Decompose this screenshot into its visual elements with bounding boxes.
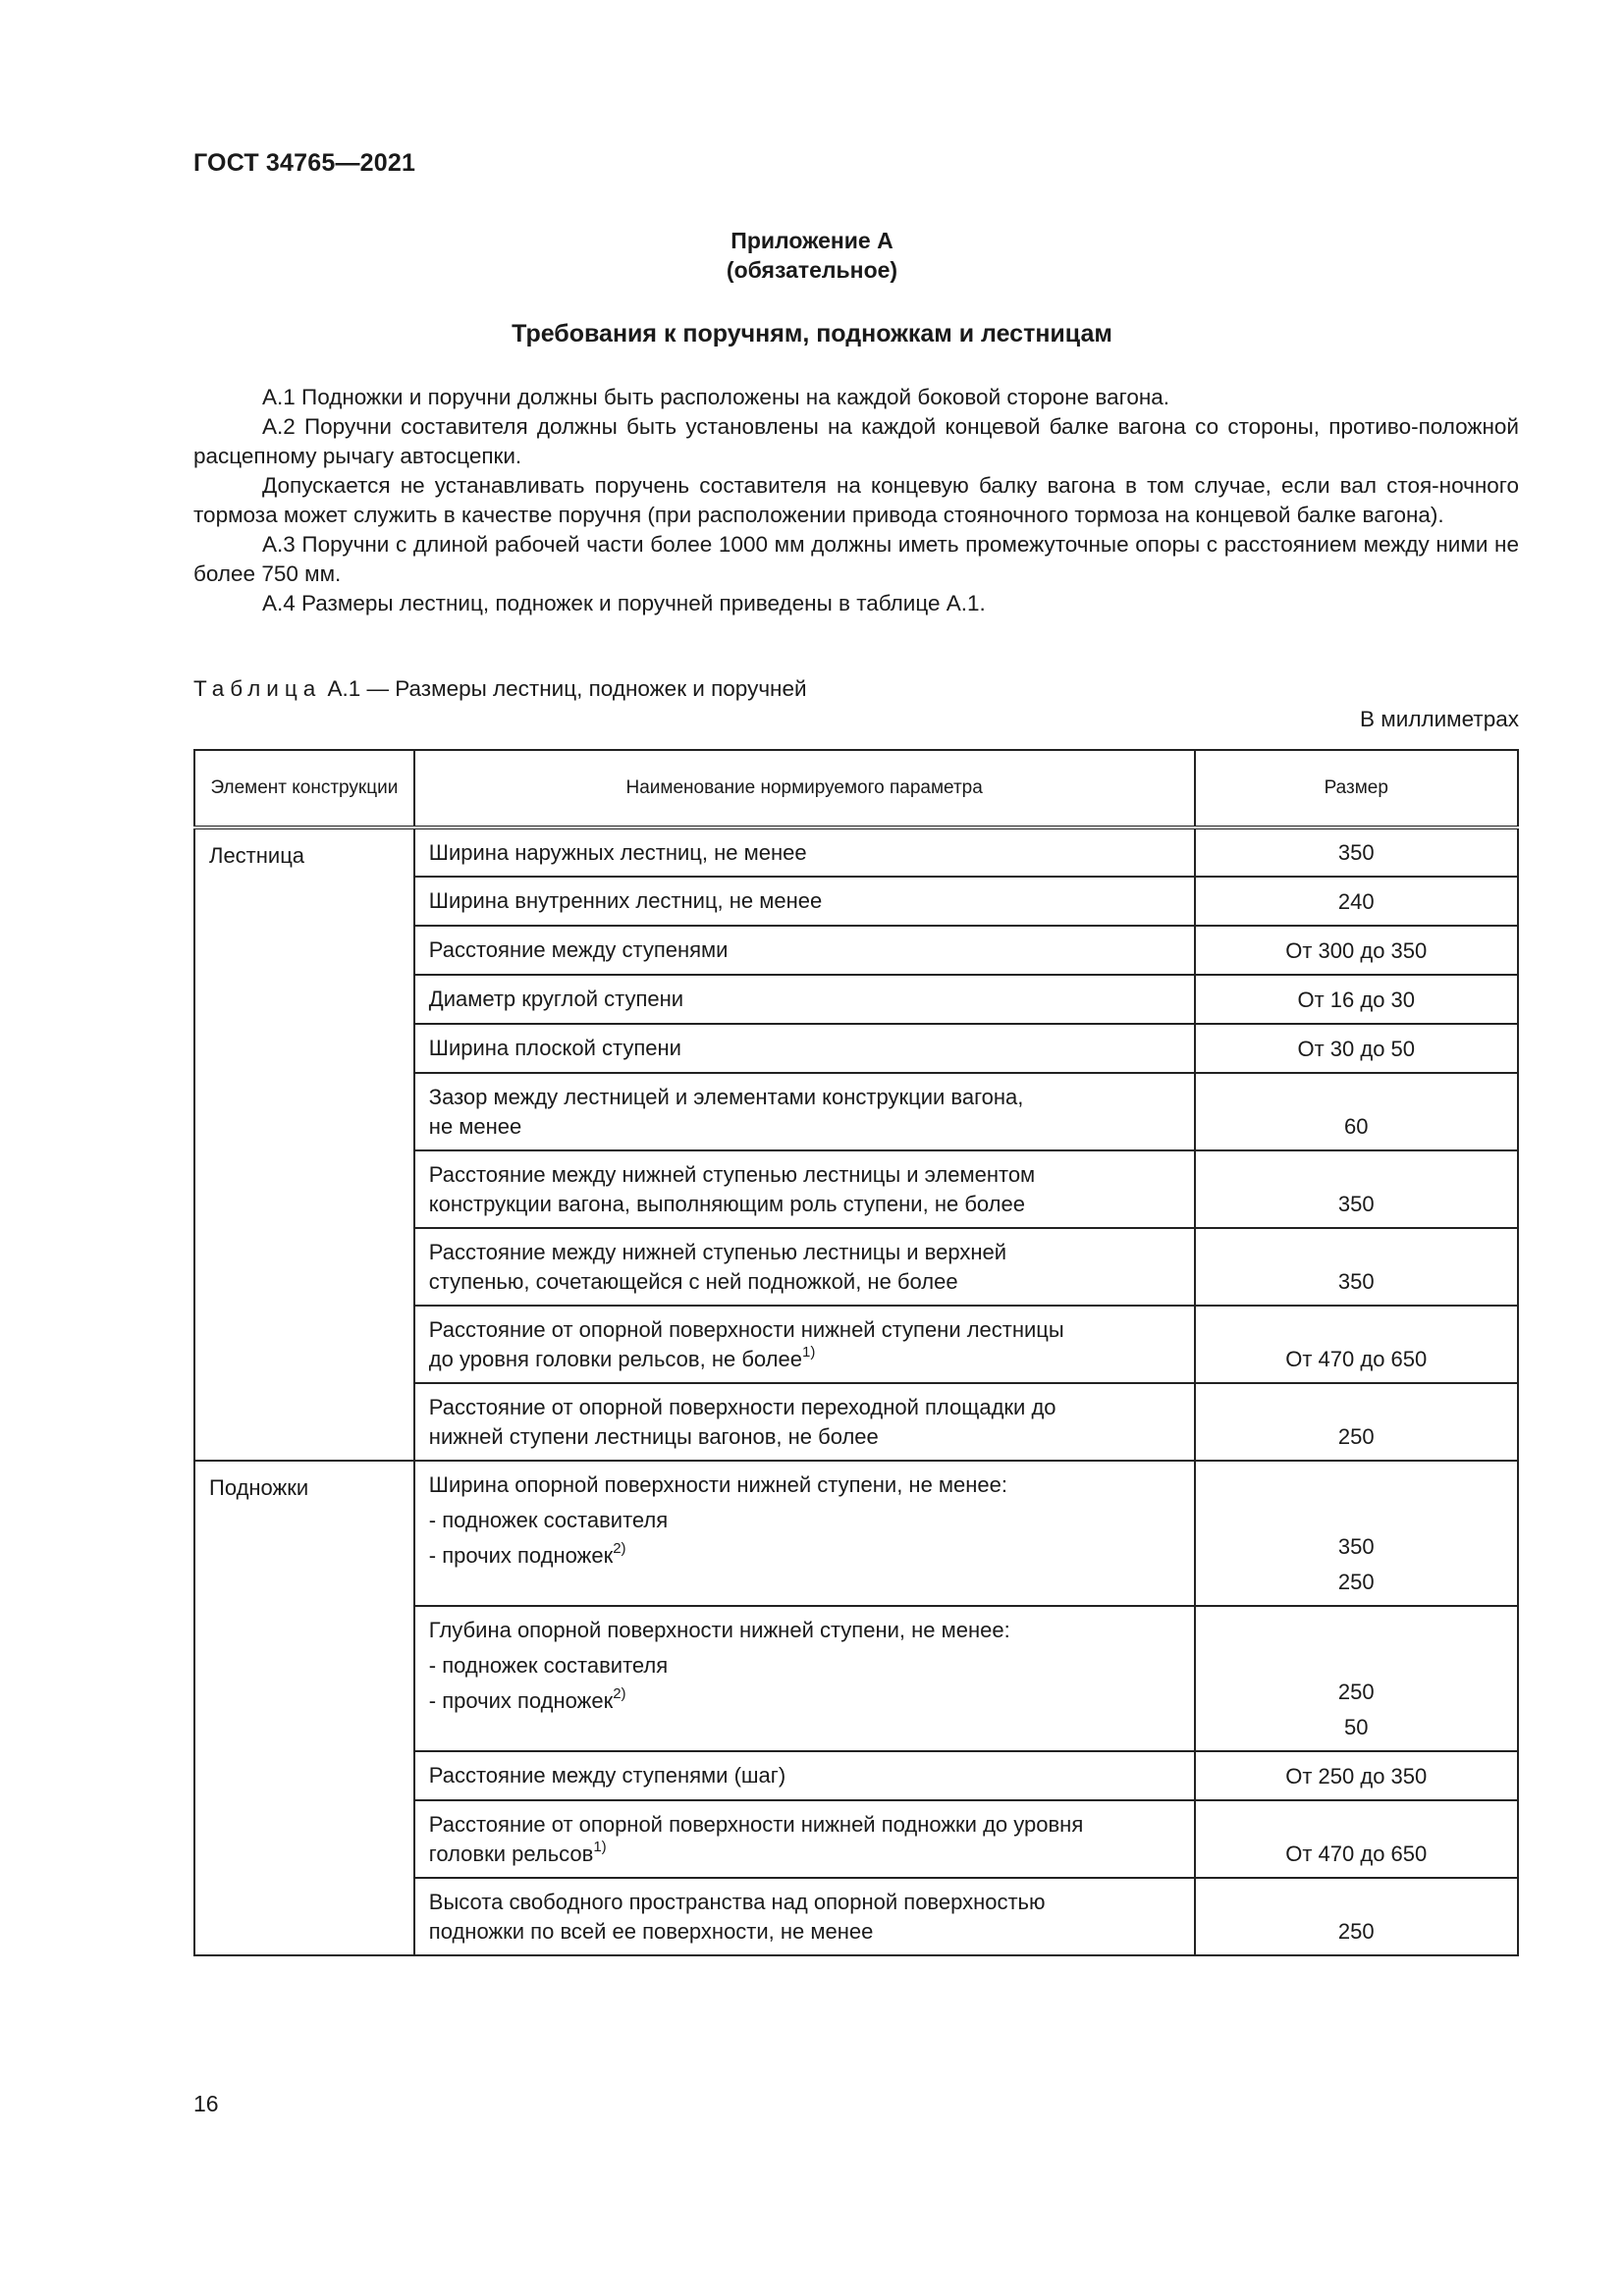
parameter-name-line2: не менее <box>428 1114 522 1139</box>
parameter-name-line2: головки рельсов <box>428 1842 594 1866</box>
paragraph-a2: А.2 Поручни составителя должны быть установлены на каждой концевой балке вагона со стороны, противо-положной расцепному рычагу автосцепки. <box>193 414 1519 468</box>
size-cell <box>1195 926 1518 975</box>
standard-header: ГОСТ 34765—2021 <box>193 149 416 177</box>
parameter-cell <box>414 926 1195 975</box>
size-cell <box>1195 975 1518 1024</box>
parameter-name: Ширина наружных лестниц, не менее <box>428 840 807 865</box>
size-cell <box>1195 1150 1518 1228</box>
parameter-name-cont <box>429 1917 1180 1947</box>
parameter-cell <box>414 1024 1195 1073</box>
parameter-cell <box>414 1751 1195 1800</box>
parameter-cell <box>414 975 1195 1024</box>
appendix-status: (обязательное) <box>726 257 898 283</box>
paragraph-allowance: Допускается не устанавливать поручень составителя на концевую балку вагона в том случае, если вал стоя-ночного тормоза может служить в качестве поручня (при расположении привода стояночного тормоза на концевой балке вагона). <box>193 473 1519 527</box>
size-value: От 300 до 350 <box>1285 938 1428 963</box>
size-cell <box>1195 1800 1518 1878</box>
element-group-name: Лестница <box>209 843 305 868</box>
paragraph-a4: А.4 Размеры лестниц, подножек и поручней приведены в таблице А.1. <box>262 591 986 615</box>
parameter-name: Расстояние между нижней ступенью лестницы и верхней <box>428 1240 1007 1264</box>
size-value: 240 <box>1337 889 1375 914</box>
size-value: 250 <box>1337 1424 1375 1449</box>
table-caption-text: А.1 — Размеры лестниц, подножек и поручней <box>327 676 807 701</box>
paragraph-a3: А.3 Поручни с длиной рабочей части более 1000 мм должны иметь промежуточные опоры с расстоянием между ними не более 750 мм. <box>193 532 1519 586</box>
size-value: 250 <box>1337 1919 1375 1944</box>
sub-item-value: 350 <box>1337 1534 1375 1559</box>
parameter-cell <box>414 1228 1195 1306</box>
parameter-name-cont <box>429 1422 1180 1452</box>
parameter-name-cont <box>429 1190 1180 1219</box>
parameter-name-cont <box>429 1840 1180 1869</box>
parameter-name: Расстояние от опорной поверхности переходной площадки до <box>428 1395 1056 1419</box>
sub-item <box>429 1541 1180 1571</box>
sub-item-label: - подножек составителя <box>428 1508 669 1532</box>
paragraph-a1: А.1 Подножки и поручни должны быть расположены на каждой боковой стороне вагона. <box>262 385 1170 409</box>
parameter-cell <box>414 877 1195 926</box>
table-units: В миллиметрах <box>1360 707 1519 731</box>
element-group-cell <box>194 828 414 1461</box>
size-value: От 30 до 50 <box>1297 1037 1416 1061</box>
parameter-cell <box>414 1383 1195 1461</box>
size-cell <box>1195 1606 1518 1751</box>
parameter-name: Ширина опорной поверхности нижней ступени, не менее: <box>428 1472 1008 1497</box>
size-cell <box>1195 828 1518 877</box>
parameter-name: Зазор между лестницей и элементами конструкции вагона, <box>428 1085 1024 1109</box>
sub-item-label: - подножек составителя <box>428 1653 669 1678</box>
header-parameter: Наименование нормируемого параметра <box>414 750 1195 828</box>
size-cell <box>1195 1461 1518 1606</box>
table-row <box>194 1461 1518 1606</box>
footnote-ref: 2) <box>613 1539 626 1557</box>
appendix-label: Приложение А <box>731 228 893 253</box>
table-caption-word: Таблица <box>193 676 322 701</box>
size-cell <box>1195 1878 1518 1955</box>
parameter-name: Высота свободного пространства над опорной поверхностью <box>428 1890 1046 1914</box>
parameter-cell <box>414 1073 1195 1150</box>
parameter-cell <box>414 1800 1195 1878</box>
parameter-name: Диаметр круглой ступени <box>428 987 684 1011</box>
element-group-name: Подножки <box>209 1475 309 1500</box>
size-cell <box>1195 877 1518 926</box>
sub-item-label: - прочих подножек <box>428 1688 614 1713</box>
sub-item <box>429 1506 1180 1535</box>
parameter-name-cont <box>429 1267 1180 1297</box>
size-cell <box>1195 1751 1518 1800</box>
parameter-name: Расстояние между ступенями <box>428 937 729 962</box>
dimensions-table <box>193 749 1519 1956</box>
parameter-cell <box>414 1606 1195 1751</box>
size-cell <box>1195 1306 1518 1383</box>
header-element: Элемент конструкции <box>194 750 414 828</box>
parameter-name-line2: нижней ступени лестницы вагонов, не более <box>428 1424 879 1449</box>
parameter-name-line2: подножки по всей ее поверхности, не менее <box>428 1919 874 1944</box>
parameter-name-cont <box>429 1345 1180 1374</box>
parameter-name: Глубина опорной поверхности нижней ступени, не менее: <box>428 1618 1010 1642</box>
table-body <box>194 828 1518 1955</box>
parameter-name-cont <box>429 1112 1180 1142</box>
footnote-ref: 2) <box>613 1684 626 1702</box>
parameter-cell <box>414 828 1195 877</box>
parameter-name-line2: конструкции вагона, выполняющим роль ступени, не более <box>428 1192 1025 1216</box>
parameter-cell <box>414 1150 1195 1228</box>
size-value: От 250 до 350 <box>1285 1764 1428 1789</box>
parameter-name: Расстояние между нижней ступенью лестницы и элементом <box>428 1162 1036 1187</box>
size-value: От 16 до 30 <box>1297 988 1416 1012</box>
size-value: От 470 до 650 <box>1285 1842 1428 1866</box>
size-value: 350 <box>1337 840 1375 865</box>
parameter-name: Расстояние от опорной поверхности нижней ступени лестницы <box>428 1317 1064 1342</box>
parameter-name: Расстояние между ступенями (шаг) <box>428 1763 786 1788</box>
element-group-cell <box>194 1461 414 1955</box>
table-caption <box>193 676 807 702</box>
parameter-cell <box>414 1306 1195 1383</box>
sub-item <box>429 1651 1180 1681</box>
parameter-name: Ширина внутренних лестниц, не менее <box>428 888 823 913</box>
footnote-ref: 1) <box>801 1343 816 1361</box>
table-row <box>194 828 1518 877</box>
parameter-name: Ширина плоской ступени <box>428 1036 681 1060</box>
size-cell <box>1195 1383 1518 1461</box>
parameter-name-line2: ступенью, сочетающейся с ней подножкой, не более <box>428 1269 958 1294</box>
size-value: 60 <box>1344 1114 1369 1139</box>
size-value: 350 <box>1337 1269 1375 1294</box>
size-value: 350 <box>1337 1192 1375 1216</box>
header-size: Размер <box>1195 750 1518 828</box>
body-text <box>193 383 1519 618</box>
parameter-cell <box>414 1878 1195 1955</box>
parameter-name: Расстояние от опорной поверхности нижней подножки до уровня <box>428 1812 1084 1837</box>
parameter-name-line2: до уровня головки рельсов, не более <box>428 1347 802 1371</box>
sub-item-label: - прочих подножек <box>428 1543 614 1568</box>
sub-item-value: 250 <box>1337 1570 1375 1594</box>
size-value: От 470 до 650 <box>1285 1347 1428 1371</box>
sub-item <box>429 1686 1180 1716</box>
size-cell <box>1195 1228 1518 1306</box>
table-header-row <box>194 750 1518 828</box>
size-cell <box>1195 1073 1518 1150</box>
parameter-cell <box>414 1461 1195 1606</box>
appendix-title: Требования к поручням, подножкам и лестницам <box>512 320 1112 347</box>
sub-item-value: 50 <box>1344 1715 1369 1739</box>
footnote-ref: 1) <box>593 1838 607 1855</box>
sub-item-value: 250 <box>1337 1680 1375 1704</box>
page-number: 16 <box>193 2091 219 2116</box>
size-cell <box>1195 1024 1518 1073</box>
